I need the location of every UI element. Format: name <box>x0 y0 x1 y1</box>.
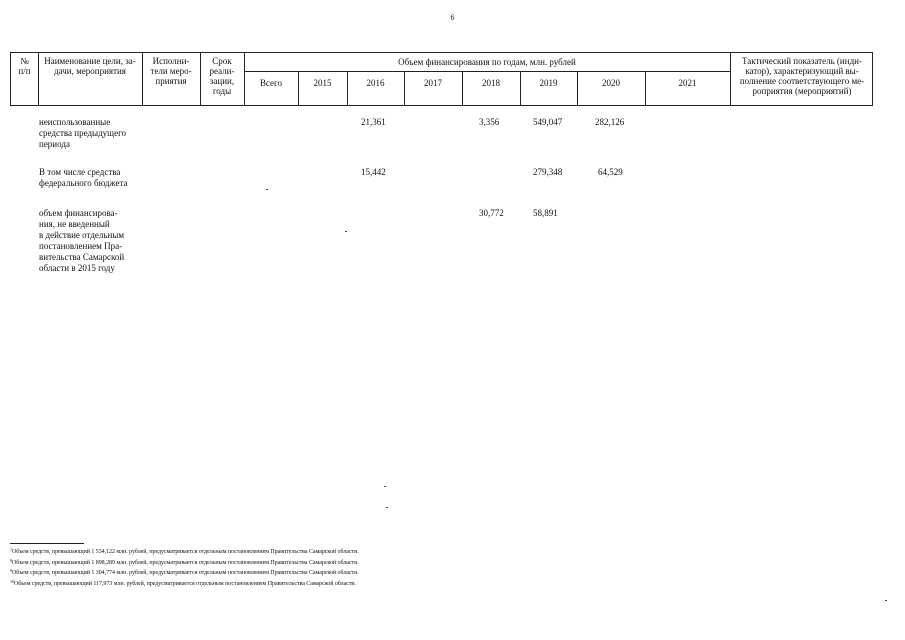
scan-speck <box>266 189 268 190</box>
header-2017: 2017 <box>424 78 442 88</box>
header-2021: 2021 <box>678 78 697 88</box>
row-3-2019: 58,891 <box>533 208 558 218</box>
row-1-2019: 549,047 <box>533 117 563 127</box>
header-funding: Объем финансирования по годам, млн. рублей <box>398 57 576 67</box>
footnote-item: $^8$Объем средств, превышающий 1 898,289 млн. рублей, предусматривается отдельным постановлением Правительства Самарской области. <box>10 557 359 566</box>
row-3-2018: 30,772 <box>479 208 504 218</box>
header-2019: 2019 <box>539 78 558 88</box>
scan-speck <box>384 486 386 487</box>
table-header <box>10 52 873 106</box>
header-2018: 2018 <box>482 78 500 88</box>
row-3-name: объем финансирова- ния, не введенный в действие отдельным постановлением Пра- вительства Самарской области в 2015 году <box>39 208 125 273</box>
row-2-2020: 64,529 <box>598 167 623 177</box>
header-total: Всего <box>259 78 283 88</box>
footnote-rule <box>10 543 84 544</box>
footnotes <box>10 546 610 588</box>
row-1-name: неиспользованные средства предыдущего периода <box>39 117 127 149</box>
row-2-2019: 279,348 <box>533 167 563 177</box>
header-2016: 2016 <box>366 78 385 88</box>
header-2015: 2015 <box>313 78 332 88</box>
scan-speck <box>386 507 388 508</box>
header-name: Наименование цели, за- дачи, мероприятия <box>44 56 136 76</box>
header-executors: Исполни- тели меро- приятия <box>150 56 192 86</box>
footnote-item: $^{10}$Объем средств, превышающий 117,973 млн. рублей, предусматривается отдельным постановлением Правительства Самарской области. <box>10 578 357 587</box>
row-1-2020: 282,126 <box>595 117 625 127</box>
row-1-2018: 3,356 <box>479 117 500 127</box>
footnote-item: $^7$Объем средств, превышающий 1 534,122 млн. рублей, предусматривается отдельным постановлением Правительства Самарской области. <box>10 547 359 555</box>
header-num: № п/п <box>18 56 31 76</box>
scan-speck <box>345 231 347 232</box>
header-term: Срок реали- зации, годы <box>209 56 235 96</box>
scan-speck <box>885 600 887 601</box>
row-2-2016: 15,442 <box>361 167 386 177</box>
page-number: 6 <box>450 13 455 22</box>
row-2-name: В том числе средства федерального бюджета <box>39 167 128 188</box>
header-indicator: Тактический показатель (инди- катор), характеризующий вы- полнение соответствующего ме- роприятия (мероприятий) <box>739 56 865 96</box>
header-2020: 2020 <box>602 78 620 88</box>
footnote-item: $^9$Объем средств, превышающий 1 304,774 млн. рублей, предусматривается отдельным постановлением Правительства Самарской области. <box>10 568 359 577</box>
row-1-2016: 21,361 <box>361 117 386 127</box>
